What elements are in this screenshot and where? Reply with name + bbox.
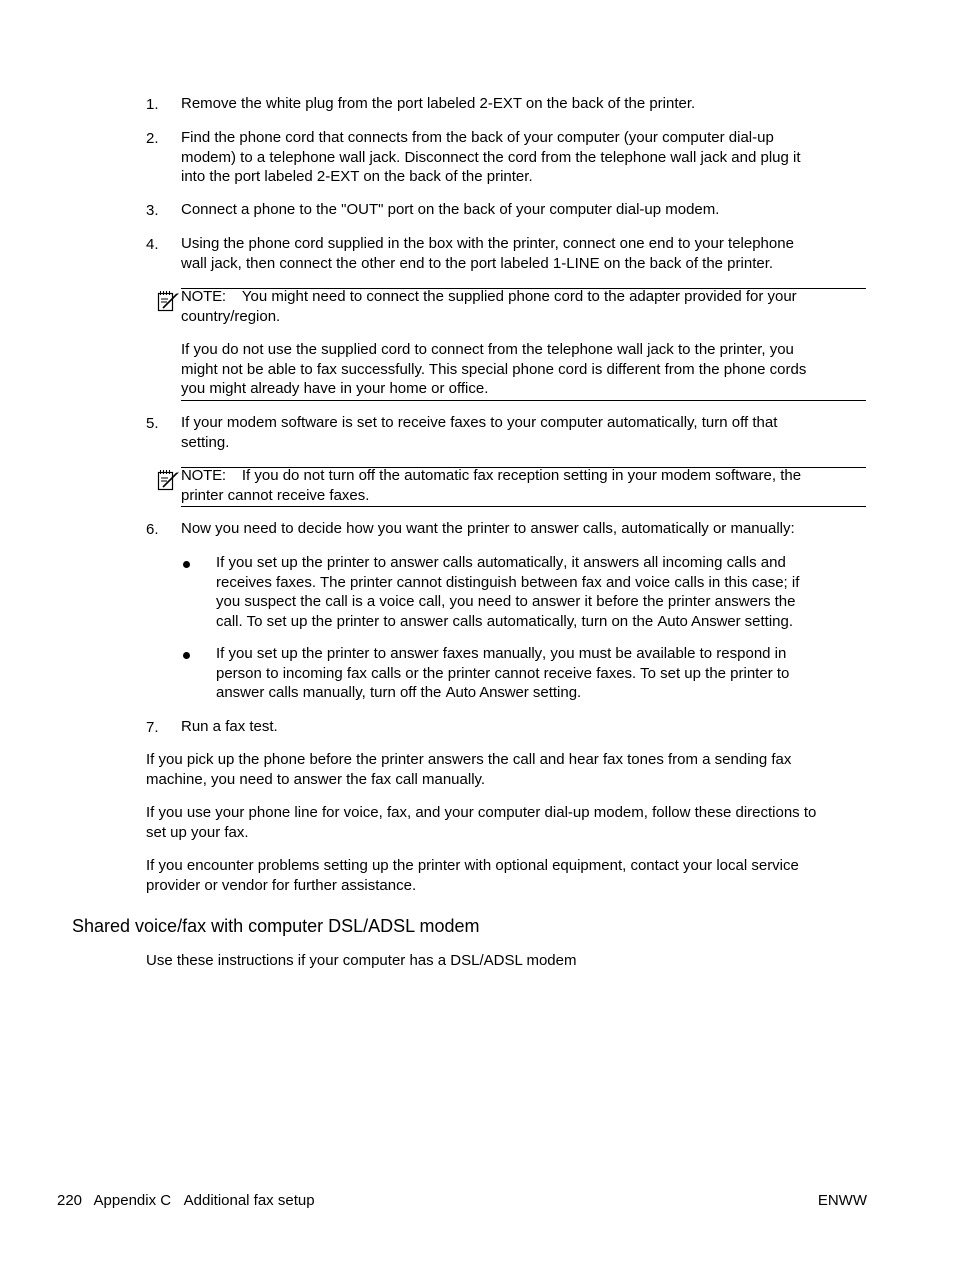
text-run: call. To set up the printer to answer calls automatically, turn on the — [216, 612, 658, 630]
note-body — [181, 287, 871, 326]
text-run: setting. — [528, 684, 582, 701]
footer-appendix: Appendix C — [93, 1192, 172, 1209]
text-line: modem) to a telephone wall jack. Disconnect the cord from the telephone wall jack and plug it — [181, 148, 801, 166]
text-line: Now you need to decide how you want the printer to answer calls, automatically or manually: — [181, 520, 795, 537]
text-line: Find the phone cord that connects from the back of your computer (your computer dial-up — [181, 129, 774, 146]
text-line: If you use your phone line for voice, fax, and your computer dial-up modem, follow these directions to — [146, 804, 817, 821]
text-line: receives faxes. The printer cannot distinguish between fax and voice calls in this case; if — [216, 573, 800, 591]
text-line: If you pick up the phone before the printer answers the call and hear fax tones from a sending fax — [146, 751, 792, 768]
text-line: set up your fax. — [146, 823, 249, 841]
text-line: You might need to connect the supplied phone cord to the adapter provided for your — [241, 288, 797, 305]
bullet-marker — [183, 652, 190, 659]
body-paragraph — [146, 856, 876, 895]
step-text — [181, 128, 801, 187]
bullet-marker — [183, 561, 190, 568]
step-text — [181, 519, 795, 539]
bullet-item — [216, 644, 856, 703]
page-number: 220 — [57, 1192, 83, 1209]
step-number: 5. — [146, 415, 159, 432]
note-bottom-rule — [181, 506, 866, 507]
footer-chapter: Additional fax setup — [183, 1192, 315, 1209]
step-number: 7. — [146, 719, 159, 736]
note-paragraph — [181, 340, 871, 399]
ui-term: automatically — [476, 554, 564, 571]
ui-term: Auto Answer — [657, 612, 741, 630]
bullet-item — [216, 553, 856, 631]
text-line: you might already have in your home or office. — [181, 380, 489, 397]
step-text — [181, 200, 719, 220]
text-run: , it answers all incoming calls and — [563, 554, 786, 571]
footer-locale: ENWW — [817, 1192, 867, 1209]
text-line: person to incoming fax calls or the printer cannot receive faxes. To set up the printer to — [216, 664, 790, 682]
text-run: If you set up the printer to answer calls — [216, 554, 477, 571]
note-body — [181, 466, 871, 505]
text-line: setting. — [181, 433, 230, 451]
step-text — [181, 717, 278, 737]
text-line: Run a fax test. — [181, 718, 278, 735]
text-line: into the port labeled 2-EXT on the back of the printer. — [181, 168, 533, 185]
step-text — [181, 94, 695, 114]
section-heading: Shared voice/fax with computer DSL/ADSL modem — [72, 916, 480, 936]
text-line: If your modem software is set to receive faxes to your computer automatically, turn off that — [181, 414, 778, 431]
text-run: setting. — [740, 612, 793, 630]
step-text — [181, 413, 777, 452]
note-icon — [157, 469, 179, 491]
text-line: wall jack, then connect the other end to the port labeled 1-LINE on the back of the printer. — [181, 254, 774, 272]
text-line: country/region. — [181, 307, 281, 325]
text-line: machine, you need to answer the fax call manually. — [146, 770, 486, 788]
note-bottom-rule — [181, 400, 866, 401]
body-paragraph — [146, 750, 876, 789]
text-run: answer calls manually, turn off the — [216, 684, 446, 701]
text-run: , you must be available to respond in — [542, 645, 787, 662]
step-number: 4. — [146, 236, 159, 253]
text-line: provider or vendor for further assistance. — [146, 876, 417, 894]
body-paragraph — [146, 803, 876, 842]
text-line: Using the phone cord supplied in the box with the printer, connect one end to your telephone — [181, 235, 794, 252]
note-icon — [157, 290, 179, 312]
step-number: 3. — [146, 202, 159, 219]
text-line: If you do not use the supplied cord to connect from the telephone wall jack to the printer, you — [181, 341, 794, 358]
text-line: printer cannot receive faxes. — [181, 486, 370, 504]
page-footer — [57, 1192, 315, 1209]
text-line: Connect a phone to the "OUT" port on the back of your computer dial-up modem. — [181, 201, 720, 218]
step-text — [181, 234, 794, 273]
text-line: Remove the white plug from the port labeled 2-EXT on the back of the printer. — [181, 95, 696, 112]
text-line: If you do not turn off the automatic fax reception setting in your modem software, the — [241, 467, 802, 484]
note-label: NOTE: — [181, 467, 226, 484]
ui-term: Auto Answer — [445, 684, 529, 701]
note-label: NOTE: — [181, 288, 226, 305]
section-intro: Use these instructions if your computer has a DSL/ADSL modem — [146, 952, 577, 969]
ui-term: manually — [482, 645, 543, 662]
step-number: 1. — [146, 96, 159, 113]
text-line: you suspect the call is a voice call, you need to answer it before the printer answers the — [216, 593, 796, 610]
text-run: If you set up the printer to answer faxes — [216, 645, 483, 662]
text-line: might not be able to fax successfully. This special phone cord is different from the phone cords — [181, 360, 807, 378]
step-number: 6. — [146, 521, 159, 538]
step-number: 2. — [146, 130, 159, 147]
text-line: If you encounter problems setting up the printer with optional equipment, contact your local service — [146, 857, 799, 874]
